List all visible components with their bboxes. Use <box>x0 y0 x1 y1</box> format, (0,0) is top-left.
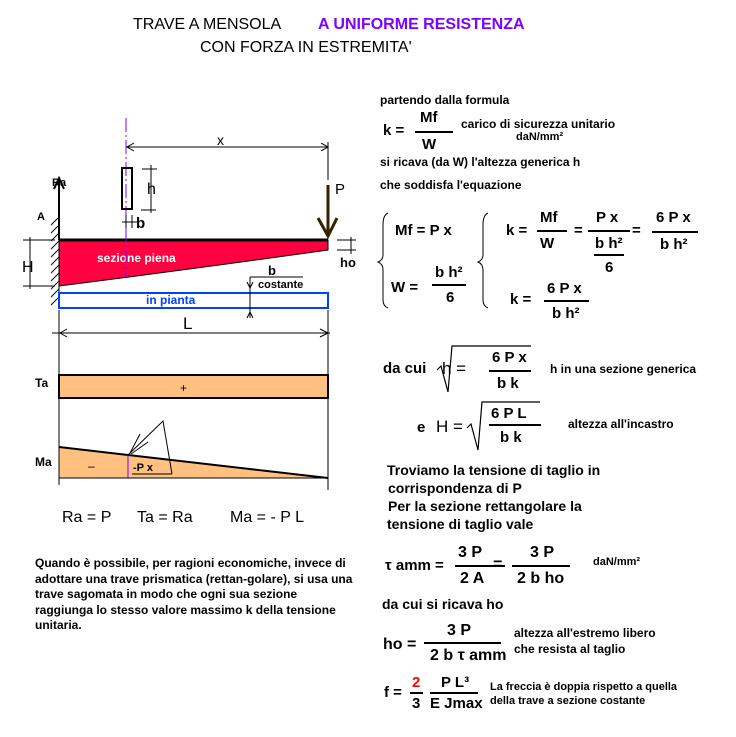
h-note: h in una sezione generica <box>550 362 697 376</box>
ho-lhs: ho = <box>383 636 417 653</box>
k-note: carico di sicurezza unitario <box>461 117 616 131</box>
sys2-f2-den-den: 6 <box>605 259 614 276</box>
label-section: sezione piena <box>97 251 176 265</box>
fraction-bar <box>430 692 478 694</box>
f-den: E Jmax <box>430 695 483 712</box>
sys2-f3-num: 6 P x <box>656 209 691 226</box>
sys2-f3-den: b h² <box>660 236 688 253</box>
sys2-k1: k = <box>506 222 528 239</box>
sys1-w-num: b h² <box>435 264 463 281</box>
fraction-bar <box>588 230 630 232</box>
f-coef-num: 2 <box>412 674 421 691</box>
sys2-k2: k = <box>510 291 532 308</box>
sys2-f1-num: Mf <box>540 209 558 226</box>
label-px: -P x <box>133 462 153 474</box>
tau-f1-num: 3 P <box>458 544 483 561</box>
title-line2: CON FORZA IN ESTREMITA' <box>200 39 412 56</box>
label-x: x <box>217 132 224 148</box>
sys2-f2-num: P x <box>596 209 619 226</box>
tau-f1-den: 2 A <box>460 570 485 587</box>
k-unit: daN/mm² <box>516 131 564 143</box>
title-highlight: A UNIFORME RESISTENZA <box>318 16 525 33</box>
tau-eq: = <box>493 556 503 573</box>
shear-text-1: Troviamo la tensione di taglio in <box>387 462 601 478</box>
label-plan: in pianta <box>146 293 196 307</box>
label-a: A <box>37 211 45 223</box>
f-coef-den: 3 <box>412 695 421 712</box>
H-prefix: e <box>417 419 426 436</box>
eq-ta: Ta = Ra <box>137 509 193 526</box>
shear-text-4: tensione di taglio vale <box>387 516 534 532</box>
f-note2: della trave a sezione costante <box>490 695 646 707</box>
ho-note1: altezza all'estremo libero <box>514 626 656 640</box>
intro-text: partendo dalla formula <box>380 93 510 107</box>
H-lhs: H = <box>436 417 463 436</box>
fraction-bar <box>512 565 570 567</box>
shear-text-2: corrispondenza di P <box>388 480 522 496</box>
fraction-bar <box>652 231 698 233</box>
f-note1: La freccia è doppia rispetto a quella <box>490 681 678 693</box>
f-lhs: f = <box>384 684 402 701</box>
label-H: H <box>22 259 34 276</box>
fraction-bar <box>410 692 423 694</box>
title-line1: TRAVE A MENSOLA <box>133 16 282 33</box>
H-den: b k <box>500 429 522 446</box>
label-h: h <box>147 181 156 198</box>
h-num: 6 P x <box>492 349 527 366</box>
sys1-w-lhs: W = <box>391 279 419 296</box>
k-num: Mf <box>420 109 438 126</box>
sys2-f2-den-num: b h² <box>595 235 623 252</box>
H-num: 6 P L <box>491 405 527 422</box>
sys2-f1-den: W <box>540 235 555 252</box>
label-minus: – <box>88 459 95 473</box>
label-ho: ho <box>340 255 356 270</box>
label-b-constant: b <box>268 263 276 278</box>
sys2-f4-den: b h² <box>552 305 580 322</box>
sys1-w-den: 6 <box>446 289 455 306</box>
tau-f2-num: 3 P <box>530 544 555 561</box>
tau-unit: daN/mm² <box>593 556 641 568</box>
fraction-bar <box>489 424 541 426</box>
sys2-eq: = <box>574 222 583 239</box>
ho-note2: che resista al taglio <box>514 642 626 656</box>
shear-text-3: Per la sezione rettangolare la <box>388 498 582 514</box>
k-lhs: k = <box>383 122 405 139</box>
label-ta: Ta <box>35 376 49 390</box>
ho-num: 3 P <box>447 622 472 639</box>
h-lhs: h = <box>442 359 467 378</box>
k-den: W <box>422 136 437 153</box>
description-paragraph: Quando è possibile, per ragioni economiche, invece di adottare una trave prismatica (rettan-golare), si usa una trave sagomata in modo che ogni sua sezione raggiunga lo stesso valore massimo k della tensione unitaria. <box>35 556 353 633</box>
text-line2: si ricava (da W) l'altezza generica h <box>380 155 581 169</box>
label-b: b <box>136 215 146 232</box>
text-line3: che soddisfa l'equazione <box>380 178 522 192</box>
fraction-bar <box>594 254 624 256</box>
label-plus: + <box>180 381 188 395</box>
eq-ra: Ra = P <box>62 509 112 526</box>
tau-lhs: τ amm = <box>385 557 444 574</box>
sys1-mf: Mf = P x <box>395 222 452 239</box>
ho-intro: da cui si ricava ho <box>382 596 504 612</box>
label-p: P <box>335 181 346 198</box>
ho-den: 2 b τ amm <box>430 647 507 664</box>
label-ra: Ra <box>52 177 67 189</box>
f-num: P L³ <box>441 674 470 691</box>
fraction-bar <box>489 370 531 372</box>
label-L: L <box>183 314 193 333</box>
eq-ma: Ma = - P L <box>230 509 304 526</box>
tau-f2-den: 2 b ho <box>517 570 565 587</box>
label-ma: Ma <box>35 455 52 469</box>
fraction-bar <box>537 230 567 232</box>
H-note: altezza all'incastro <box>568 417 674 431</box>
sys2-f4-num: 6 P x <box>547 280 582 297</box>
label-constant: costante <box>258 279 304 291</box>
fraction-bar <box>432 284 466 286</box>
sys2-eq2: = <box>632 222 641 239</box>
h-prefix: da cui <box>383 360 427 377</box>
fraction-bar <box>544 300 589 302</box>
fraction-bar <box>424 642 501 644</box>
h-den: b k <box>497 375 519 392</box>
